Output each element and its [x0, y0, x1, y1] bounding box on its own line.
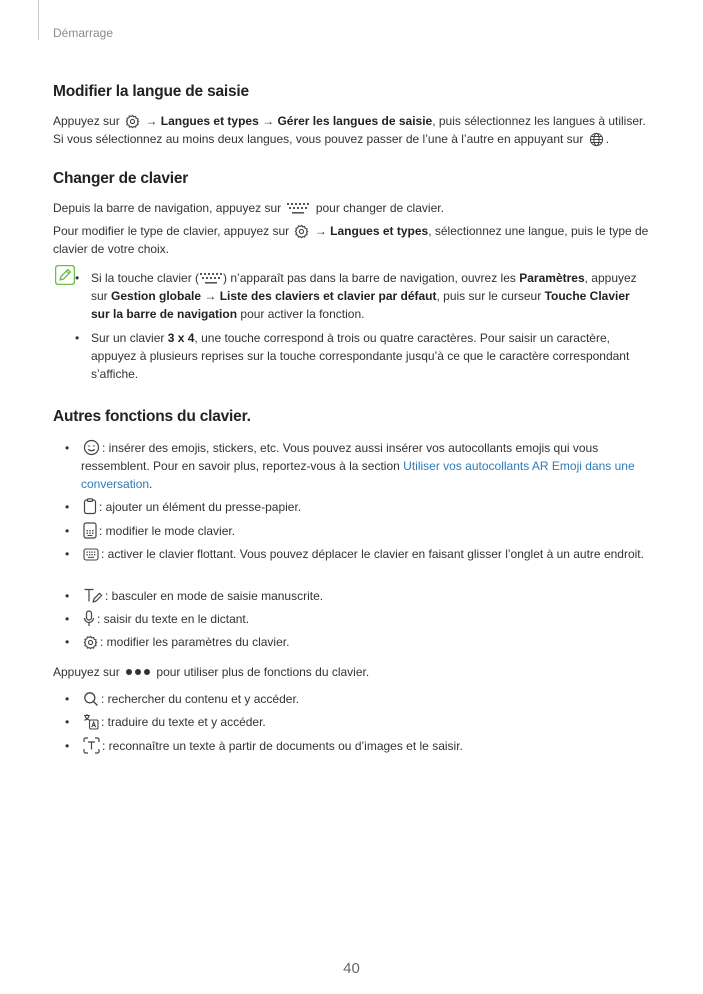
keyboard-icon: [286, 201, 310, 216]
note-item-keyboard-key: • Si la touche clavier ( ) n’apparaît pas dans la barre de navigation, ouvrez les Paramètres, appuyez sur Gestion globale → Liste des claviers et clavier par défaut, puis sur le curseur Touche Clavier sur la barre de navigation pour activer la fonction.: [75, 271, 637, 321]
translate-icon: [83, 713, 99, 730]
globe-icon: [589, 132, 604, 147]
list-item-mode: • : modifier le mode clavier.: [65, 524, 236, 538]
settings-gear-icon: [83, 635, 98, 650]
handwriting-icon: [83, 587, 103, 604]
clipboard-icon: [83, 498, 97, 515]
more-options-icon: [125, 668, 151, 676]
list-item-handwriting: • : basculer en mode de saisie manuscrite.: [65, 589, 324, 603]
floating-keyboard-icon: [83, 547, 99, 562]
list-item-floating: • : activer le clavier flottant. Vous pouvez déplacer le clavier en faisant glisser l’onglet à un autre endroit.: [65, 547, 644, 561]
section-header: Démarrage: [53, 26, 114, 40]
heading-autres-fonctions: Autres fonctions du clavier.: [53, 408, 251, 425]
list-item-search: • : rechercher du contenu et y accéder.: [65, 692, 300, 706]
list-item-translate: • : traduire du texte et y accéder.: [65, 715, 266, 729]
search-icon: [83, 691, 99, 707]
paragraph-switch-language: Si vous sélectionnez au moins deux langues, vous pouvez passer de l’une à l’autre en appuyant sur .: [53, 132, 610, 146]
paragraph-type-clavier: Pour modifier le type de clavier, appuyez sur → Langues et types, sélectionnez une langue, puis le type de clavier de votre choix.: [53, 224, 649, 256]
emoji-icon: [83, 439, 100, 456]
header-rule: [38, 0, 39, 40]
note-pencil-icon: [55, 265, 75, 290]
heading-modifier-langue: Modifier la langue de saisie: [53, 83, 249, 100]
paragraph-more-options: Appuyez sur pour utiliser plus de fonctions du clavier.: [53, 665, 370, 679]
list-item-extract-text: • : reconnaître un texte à partir de documents ou d’images et le saisir.: [65, 739, 463, 753]
paragraph-navigation-clavier: Depuis la barre de navigation, appuyez sur pour changer de clavier.: [53, 201, 444, 215]
settings-gear-icon: [294, 224, 309, 239]
extract-text-icon: [83, 737, 100, 754]
list-item-settings: • : modifier les paramètres du clavier.: [65, 635, 290, 649]
page-number: 40: [343, 960, 360, 977]
keyboard-icon: [199, 271, 223, 286]
settings-gear-icon: [125, 114, 140, 129]
link-ar-emoji[interactable]: Utiliser vos autocollants AR Emoji dans une conversation: [81, 459, 635, 491]
list-item-voice: • : saisir du texte en le dictant.: [65, 612, 250, 626]
heading-changer-clavier: Changer de clavier: [53, 170, 189, 187]
paragraph-langues: Appuyez sur → Langues et types → Gérer les langues de saisie, puis sélectionnez les langues à utiliser.: [53, 114, 646, 128]
list-item-emoji: • : insérer des emojis, stickers, etc. Vous pouvez aussi insérer vos autocollants emojis qui vous ressemblent. Pour en savoir plus, reportez-vous à la section Utiliser vos autocollants AR Emoji dans une conversation.: [65, 441, 635, 491]
list-item-clipboard: • : ajouter un élément du presse-papier.: [65, 500, 302, 514]
microphone-icon: [83, 610, 95, 627]
keyboard-mode-icon: [83, 522, 97, 539]
note-item-3x4: • Sur un clavier 3 x 4, une touche correspond à trois ou quatre caractères. Pour saisir un caractère, appuyez à plusieurs reprises sur la touche correspondante jusqu’à ce que le caractère correspondant s’affiche.: [75, 331, 630, 381]
